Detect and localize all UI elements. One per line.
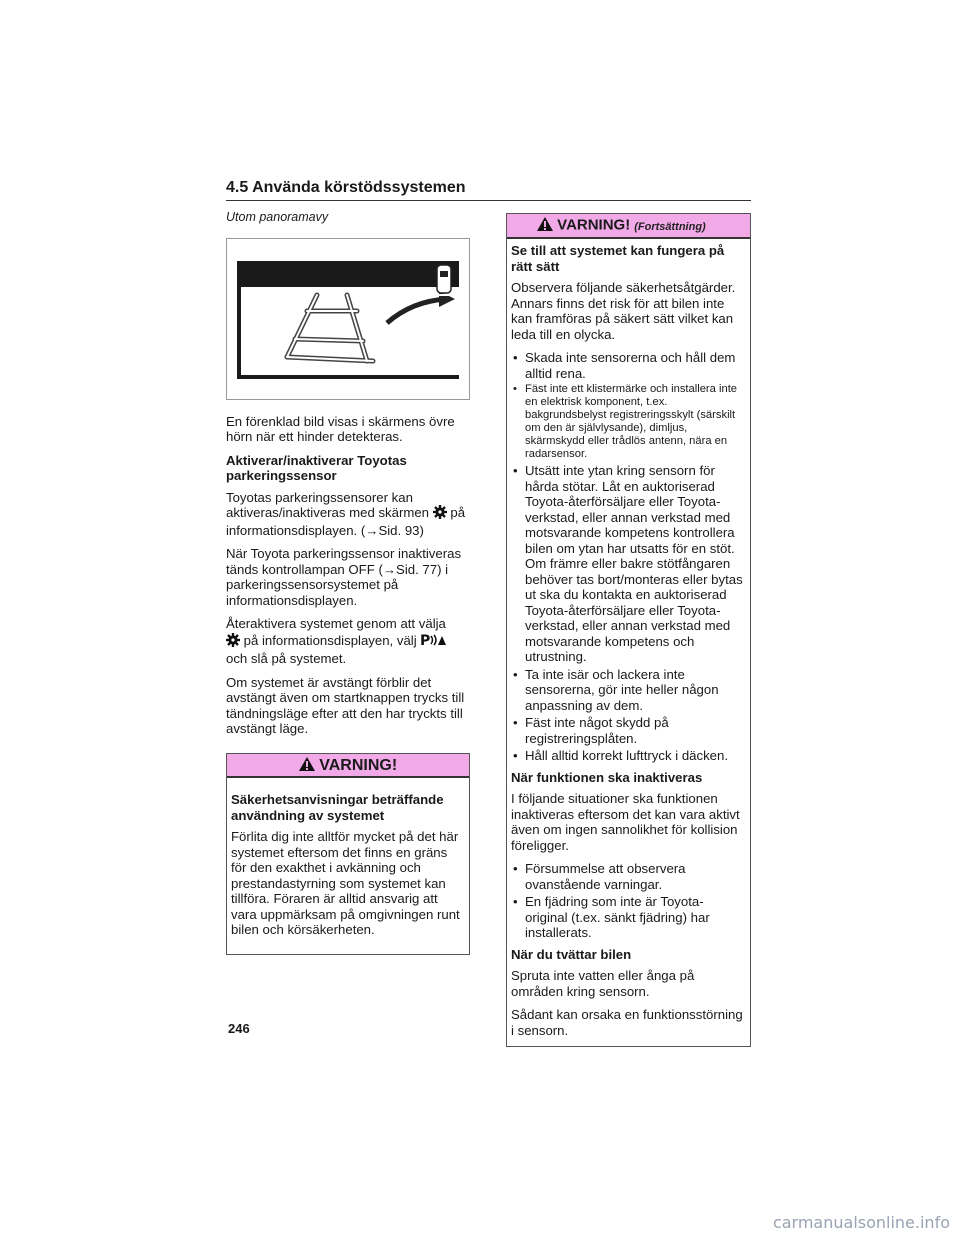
figure-caption: Utom panoramavy xyxy=(226,210,329,224)
left-column xyxy=(226,210,470,955)
warning-box-safety xyxy=(226,753,470,955)
camera-screen-illustration xyxy=(237,261,459,379)
svg-text:P: P xyxy=(420,632,431,648)
heading-deactivate: När funktionen ska inaktiveras xyxy=(511,769,703,785)
warning-text: Förlita dig inte alltför mycket på det här systemet eftersom det finns en gräns för den exakthet i avkänning och prestandastyrning som systemet kan tillföra. Föraren är alltid ansvarig att vara uppmärksam på omgivningen runt bilen och körsäkerheten. xyxy=(231,829,460,937)
heading-activate: Aktiverar/inaktiverar Toyotas parkeringssensor xyxy=(226,452,407,483)
warning-header-continued xyxy=(507,214,750,239)
warning-continued-label: (Fortsättning) xyxy=(634,220,706,233)
warning-title-continued: VARNING! xyxy=(557,216,631,234)
paragraph-deactivate: I följande situationer ska funktionen inaktiveras eftersom det kan vara aktivt även om ingen sannolikhet för kollision föreligger. xyxy=(511,791,740,853)
gear-icon xyxy=(433,505,447,523)
page-number: 246 xyxy=(228,1021,250,1036)
section-header: 4.5 Använda körstödssystemen xyxy=(226,178,751,201)
list-item: • En fjädring som inte är Toyota-original (t.ex. sänkt fjädring) har installerats. xyxy=(511,894,746,941)
list-item: • Håll alltid korrekt lufttryck i däcken. xyxy=(511,748,746,764)
warning-title: VARNING! xyxy=(319,756,398,774)
paragraph-simplified-image: En förenklad bild visas i skärmens övre hörn när ett hinder detekteras. xyxy=(226,413,455,444)
reactivate-text-1: Återaktivera systemet genom att välja xyxy=(226,616,446,631)
paragraph-precautions: Observera följande säkerhetsåtgärder. Annars finns det risk för att bilen inte kan framföras på säkert sätt vilket kan leda till en olycka. xyxy=(511,280,736,342)
paragraph-malfunction: Sådant kan orsaka en funktionsstörning i sensorn. xyxy=(511,1007,743,1038)
warning-body-continued xyxy=(507,239,750,1046)
paragraph-reactivate xyxy=(226,616,470,667)
list-item: • Utsätt inte ytan kring sensorn för hårda stötar. Låt en auktoriserad Toyota-återförsäljare eller Toyota-verkstad, eller annan verkstad med motsvarande kompetens kontrollera bilen om ytan har utsatts för en stöt. Om främre eller bakre stötfångaren behöver tas bort/monteras eller bytas ut ska du kontakta en auktoriserad Toyota-återförsäljare eller Toyota-verkstad, eller annan verkstad med motsvarande kompetens och utrustning. xyxy=(511,463,746,665)
reactivate-text-2: på informationsdisplayen, välj xyxy=(243,632,417,648)
list-item: • Fäst inte ett klistermärke och installera inte en elektrisk komponent, t.ex. bakgrundsbelyst registreringsskylt (särskilt om den är självlysande), dimljus, skärmskydd eller trådlös antenn, nära en radarsensor. xyxy=(511,383,746,461)
activate-text-2: på informationsdisplayen. (→Sid. 93) xyxy=(226,505,466,538)
list-item: • Skada inte sensorerna och håll dem alltid rena. xyxy=(511,350,746,381)
heading-washing: När du tvättar bilen xyxy=(511,946,632,962)
watermark: carmanualsonline.info xyxy=(772,1213,950,1232)
warning-heading: Säkerhetsanvisningar beträffande användning av systemet xyxy=(231,792,444,823)
warning-box-continued xyxy=(506,213,751,1047)
list-item: • Ta inte isär och lackera inte sensorerna, gör inte heller någon anpassning av dem. xyxy=(511,667,746,714)
warning-icon xyxy=(537,217,553,235)
paragraph-off-state: Om systemet är avstängt förblir det avstängt även om startknappen trycks till tändningsläge efter att den har tryckts till avstängt läge. xyxy=(226,674,465,736)
warning-icon xyxy=(299,757,315,775)
car-sensor-icon xyxy=(435,265,453,295)
paragraph-washing: Spruta inte vatten eller ånga på områden kring sensorn. xyxy=(511,968,695,999)
paragraph-indicator: När Toyota parkeringssensor inaktiveras tänds kontrollampan OFF (→Sid. 77) i parkeringssensorsystemet på informationsdisplayen. xyxy=(226,546,462,608)
paragraph-activate xyxy=(226,490,470,539)
list-item: • Fäst inte något skydd på registreringsplåten. xyxy=(511,715,746,746)
reactivate-text-3: och slå på systemet. xyxy=(226,651,347,666)
gear-icon xyxy=(226,633,240,651)
warning-header xyxy=(227,754,469,779)
parking-sensor-icon xyxy=(420,632,446,652)
precautions-list xyxy=(511,350,746,764)
right-column xyxy=(506,213,751,1047)
deactivate-list xyxy=(511,861,746,941)
list-item: • Försummelse att observera ovanstående varningar. xyxy=(511,861,746,892)
heading-function-properly: Se till att systemet kan fungera på rätt sätt xyxy=(511,243,725,274)
camera-view-figure xyxy=(226,238,470,400)
warning-body xyxy=(227,778,469,954)
activate-text-1: Toyotas parkeringssensorer kan aktiveras/inaktiveras med skärmen xyxy=(226,489,430,521)
